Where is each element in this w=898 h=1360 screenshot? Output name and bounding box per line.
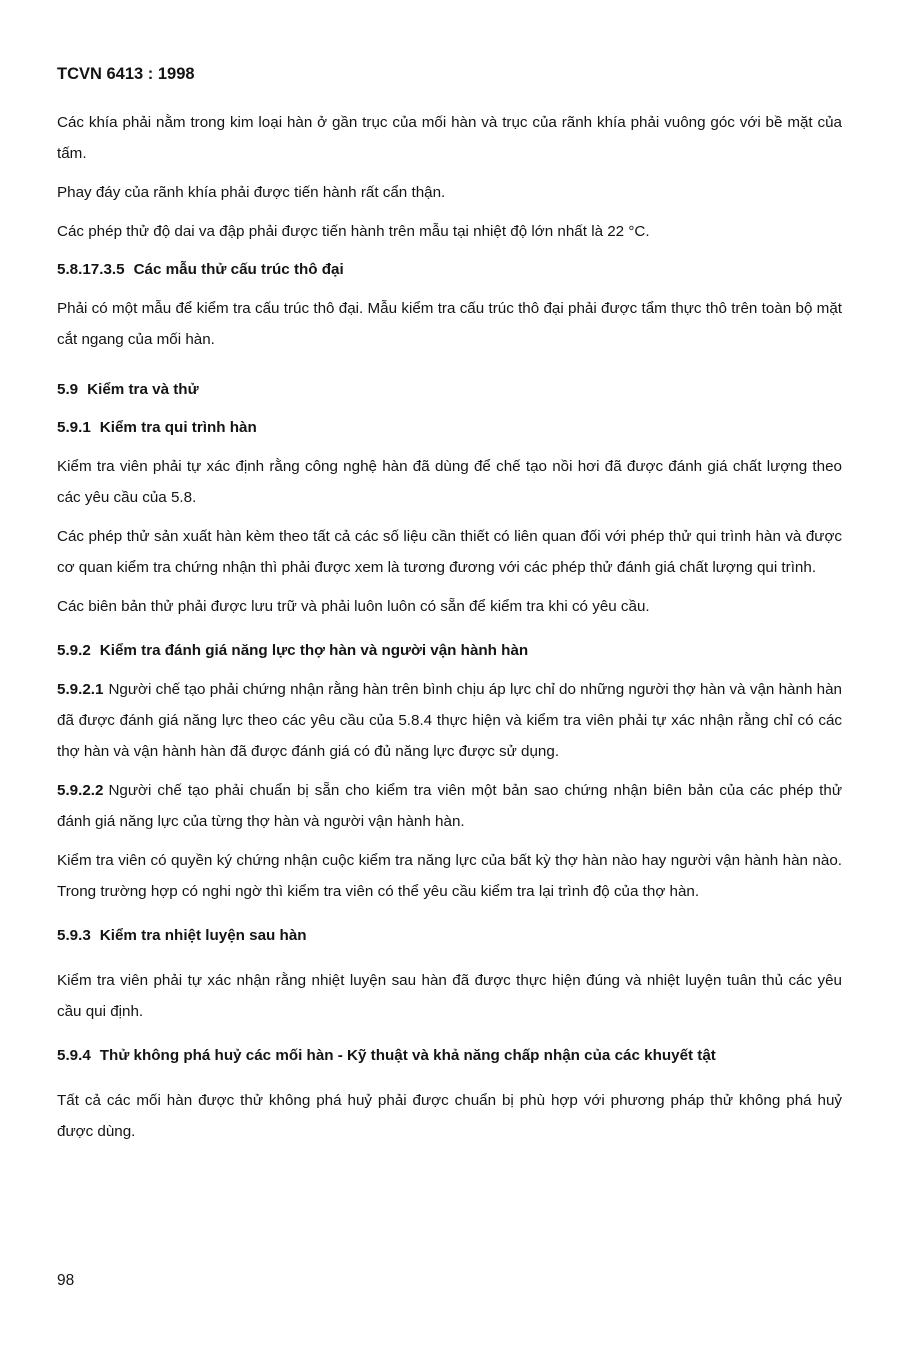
section-title: Các mẫu thử cấu trúc thô đại [133, 261, 344, 278]
paragraph: Kiểm tra viên phải tự xác định rằng công nghệ hàn đã dùng để chế tạo nồi hơi đã được đánh giá chất lượng theo các yêu cầu của 5.8. [57, 458, 842, 506]
paragraph: Kiểm tra viên có quyền ký chứng nhận cuộc kiểm tra năng lực của bất kỳ thợ hàn nào hay người vận hành hàn nào. Trong trường hợp có nghi ngờ thì kiểm tra viên có thể yêu cầu kiểm tra lại trình độ của thợ hàn. [57, 852, 842, 900]
section-number: 5.9.2 [57, 642, 91, 659]
section-heading [57, 636, 842, 666]
section-number: 5.9.4 [57, 1047, 91, 1064]
document-code: TCVN 6413 : 1998 [57, 65, 195, 83]
section-number: 5.9 [57, 381, 79, 398]
section-title: Kiểm tra qui trình hàn [99, 419, 257, 436]
section-heading [57, 921, 842, 951]
section-number: 5.9.1 [57, 419, 91, 436]
section-heading [57, 255, 842, 285]
paragraph: Kiểm tra viên phải tự xác nhận rằng nhiệt luyện sau hàn đã được thực hiện đúng và nhiệt luyện tuân thủ các yêu cầu qui định. [57, 972, 842, 1020]
paragraph: Các khía phải nằm trong kim loại hàn ở gần trục của mối hàn và trục của rãnh khía phải vuông góc với bề mặt của tấm. [57, 114, 842, 162]
paragraph [57, 775, 842, 837]
section-title: Kiểm tra đánh giá năng lực thợ hàn và người vận hành hàn [99, 642, 529, 659]
clause-number: 5.9.2.1 [57, 681, 104, 698]
document-page [57, 62, 842, 1147]
clause-text: Người chế tạo phải chuẩn bị sẵn cho kiểm tra viên một bản sao chứng nhận biên bản của các phép thử đánh giá năng lực của từng thợ hàn và người vận hành hàn. [57, 782, 842, 830]
page-number: 98 [57, 1272, 75, 1289]
section-title: Kiểm tra và thử [87, 381, 199, 398]
section-title: Kiểm tra nhiệt luyện sau hàn [99, 927, 307, 944]
section-number: 5.8.17.3.5 [57, 261, 125, 278]
paragraph: Phay đáy của rãnh khía phải được tiến hành rất cẩn thận. [57, 184, 446, 201]
paragraph: Tất cả các mối hàn được thử không phá huỷ phải được chuẩn bị phù hợp với phương pháp thử không phá huỷ được dùng. [57, 1092, 842, 1140]
section-heading [57, 413, 842, 443]
section-number: 5.9.3 [57, 927, 91, 944]
clause-number: 5.9.2.2 [57, 782, 104, 799]
section-title: Thử không phá huỷ các mối hàn - Kỹ thuật và khả năng chấp nhận của các khuyết tật [99, 1047, 716, 1064]
section-heading [57, 375, 842, 405]
paragraph: Các biên bản thử phải được lưu trữ và phải luôn luôn có sẵn để kiểm tra khi có yêu cầu. [57, 598, 650, 615]
clause-text: Người chế tạo phải chứng nhận rằng hàn trên bình chịu áp lực chỉ do những người thợ hàn và vận hành hàn đã được đánh giá năng lực theo các yêu cầu của 5.8.4 thực hiện và kiểm tra viên phải tự xác nhận rằng chỉ có các thợ hàn và vận hành hàn đã được đánh giá có đủ năng lực được sử dụng. [57, 681, 842, 760]
paragraph [57, 674, 842, 767]
paragraph: Phải có một mẫu để kiểm tra cấu trúc thô đại. Mẫu kiểm tra cấu trúc thô đại phải được tẩm thực thô trên toàn bộ mặt cắt ngang của mối hàn. [57, 300, 842, 348]
section-heading [57, 1041, 842, 1071]
paragraph: Các phép thử sản xuất hàn kèm theo tất cả các số liệu cần thiết có liên quan đối với phép thử qui trình hàn và được cơ quan kiểm tra chứng nhận thì phải được xem là tương đương với các phép thử đánh giá chất lượng qui trình. [57, 528, 842, 576]
paragraph: Các phép thử độ dai va đập phải được tiến hành trên mẫu tại nhiệt độ lớn nhất là 22 °C. [57, 223, 650, 240]
